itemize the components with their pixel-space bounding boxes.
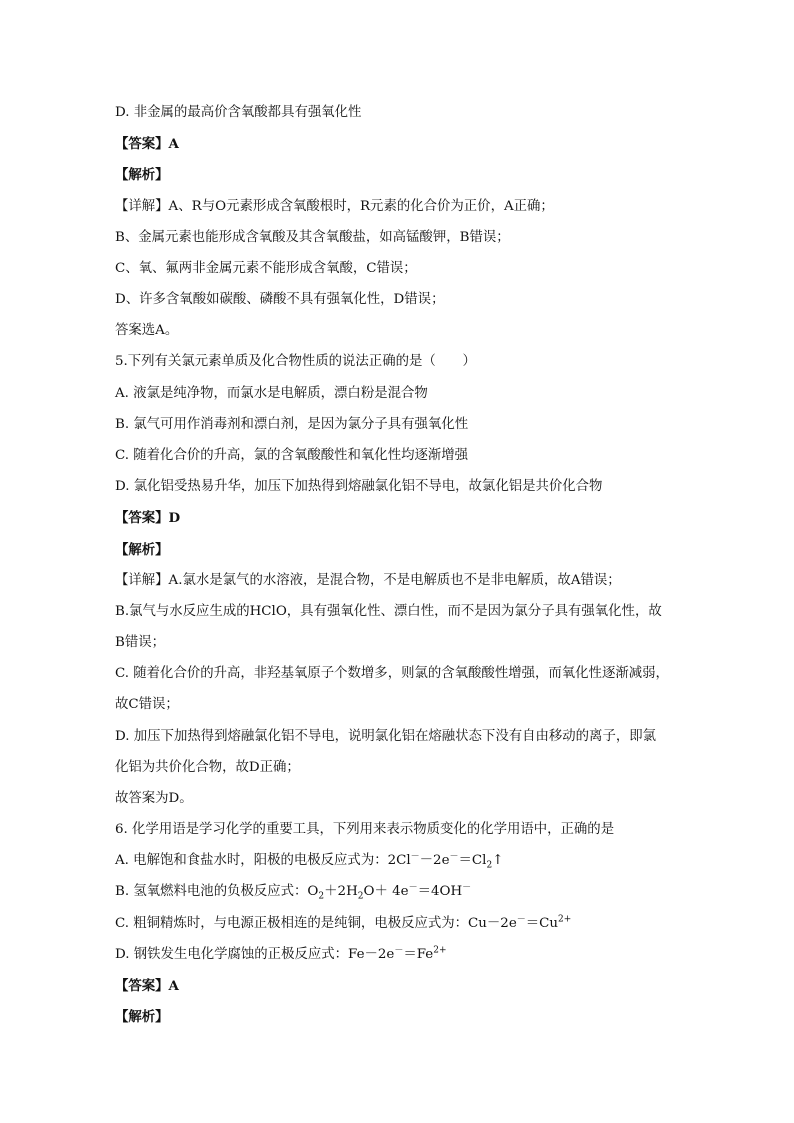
q4-answer: 【答案】A [115,136,179,152]
q6-option-c-prefix: C. 粗铜精炼时，与电源正极相连的是纯铜，电极反应式为：Cu－2e [115,916,517,931]
q6-option-d-prefix: D. 钢铁发生电化学腐蚀的正极反应式：Fe－2e [115,947,395,962]
q6-option-c-sup2: 2+ [558,914,572,925]
q4-detail-c: C、氧、氟两非金属元素不能形成含氧酸，C错误； [115,261,417,276]
q6-option-b-mid2: O＋ 4e [363,884,409,899]
q6-option-b-sub1: 2 [318,891,325,902]
q6-option-b-prefix: B. 氢氧燃料电池的负极反应式：O [115,884,319,899]
q4-detail-d: D、许多含氧酸如碳酸、磷酸不具有强氧化性，D错误； [115,292,445,307]
q6-analysis-heading: 【解析】 [115,1009,169,1025]
q6-option-b-sup1: － [408,882,418,893]
q6-option-c-end: ＝Cu [525,916,559,931]
q5-detail-d-line1: D. 加压下加热得到熔融氯化铝不导电，说明氯化铝在熔融状态下没有自由移动的离子，即氯 [115,729,657,744]
q6-option-a-prefix: A. 电解饱和食盐水时，阳极的电极反应式为：2Cl [115,853,411,868]
q6-option-d-sup2: 2+ [433,945,447,956]
q4-detail: 【详解】A、R与O元素形成含氧酸根时，R元素的化合价为正价，A正确； [115,199,554,214]
q6-option-a-sup2: － [449,851,459,862]
q6-option-d [115,946,685,964]
q5-conclusion: 故答案为D。 [115,791,193,806]
q6-stem: 6. 化学用语是学习化学的重要工具，下列用来表示物质变化的化学用语中，正确的是 [115,822,615,837]
q6-option-b-sup2: － [462,882,472,893]
q6-option-a-sub: 2 [486,860,493,871]
q5-stem: 5.下列有关氯元素单质及化合物性质的说法正确的是（ ） [115,354,476,369]
q5-detail-a: 【详解】A.氯水是氯气的水溶液，是混合物，不是电解质也不是非电解质，故A错误； [115,573,621,588]
q5-analysis-heading: 【解析】 [115,542,169,558]
q6-option-a-eq: ＝Cl [458,853,487,868]
q6-option-d-end: ＝Fe [403,947,434,962]
q6-option-a-mid: －2e [419,853,450,868]
q6-option-c-sup1: － [516,914,526,925]
q5-detail-b-line1: B.氯气与水反应生成的HClO，具有强氧化性、漂白性，而不是因为氯分子具有强氧化性，故 [115,604,662,619]
q5-detail-d-line2: 化铝为共价化合物，故D正确； [115,760,300,775]
q6-option-d-sup1: － [394,945,404,956]
q6-option-b-sub2: 2 [357,891,364,902]
q5-answer: 【答案】D [115,510,181,526]
q5-detail-b-line2: B错误； [115,635,166,650]
q4-option-d: D. 非金属的最高价含氧酸都具有强氧化性 [115,105,362,120]
q6-option-a-sup1: － [410,851,420,862]
q5-detail-c-line2: 故C错误； [115,697,179,712]
q6-option-a-end: ↑ [492,853,504,868]
q5-option-c: C. 随着化合价的升高，氯的含氧酸酸性和氧化性均逐渐增强 [115,448,469,463]
q6-option-b-end: ＝4OH [417,884,463,899]
q6-option-b [115,883,685,901]
q6-answer: 【答案】A [115,978,179,994]
q6-option-b-mid: ＋2H [324,884,358,899]
q6-option-c [115,915,685,933]
q4-conclusion: 答案选A。 [115,323,179,338]
q5-option-b: B. 氯气可用作消毒剂和漂白剂，是因为氯分子具有强氧化性 [115,417,469,432]
q4-detail-b: B、金属元素也能形成含氧酸及其含氧酸盐，如高锰酸钾，B错误； [115,230,510,245]
q4-analysis-heading: 【解析】 [115,167,169,183]
q5-detail-c-line1: C. 随着化合价的升高，非羟基氧原子个数增多，则氯的含氧酸酸性增强，而氧化性逐渐减弱， [115,666,669,681]
q6-option-a [115,852,685,870]
q5-option-d: D. 氯化铝受热易升华，加压下加热得到熔融氯化铝不导电，故氯化铝是共价化合物 [115,479,603,494]
q5-option-a: A. 液氯是纯净物，而氯水是电解质，漂白粉是混合物 [115,386,428,401]
